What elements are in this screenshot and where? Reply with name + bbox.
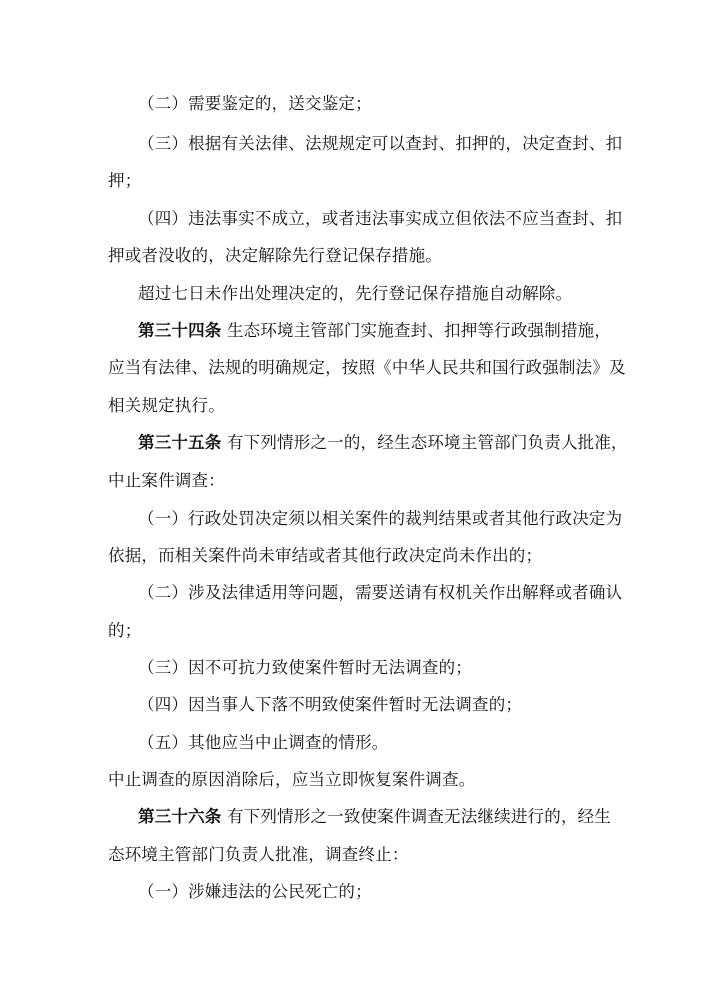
article-36-heading: 第三十六条 [138,807,222,826]
article-36-first-line [138,806,611,828]
article-34-heading: 第三十四条 [138,321,222,340]
paragraph-line: 应当有法律、法规的明确规定，按照《中华人民共和国行政强制法》及 [108,358,626,377]
paragraph-line: 依据，而相关案件尚未审结或者其他行政决定尚未作出的； [108,546,543,565]
paragraph-line: 中止案件调查： [108,471,225,490]
article-35-text: 有下列情形之一的，经生态环境主管部门负责人批准， [221,433,628,452]
article-34-text: 生态环境主管部门实施查封、扣押等行政强制措施， [221,321,612,340]
paragraph-line: （三）根据有关法律、法规规定可以查封、扣押的，决定查封、扣 [138,134,623,153]
paragraph-line: 押或者没收的，决定解除先行登记保存措施。 [108,246,442,265]
paragraph-line: （二）涉及法律适用等问题，需要送请有权机关作出解释或者确认 [138,583,623,602]
article-35-first-line [138,432,628,454]
paragraph-line: （四）违法事实不成立，或者违法事实成立但依法不应当查封、扣 [138,209,623,228]
paragraph-line: （四）因当事人下落不明致使案件暂时无法调查的； [138,695,523,714]
paragraph-line: （五）其他应当中止调查的情形。 [138,733,389,752]
paragraph-line: 超过七日未作出处理决定的，先行登记保存措施自动解除。 [138,284,573,303]
article-36-text: 有下列情形之一致使案件调查无法继续进行的，经生 [221,807,612,826]
paragraph-line: 相关规定执行。 [108,396,225,415]
paragraph-line: （一）行政处罚决定须以相关案件的裁判结果或者其他行政决定为 [138,509,623,528]
paragraph-line: 押； [108,171,142,190]
paragraph-line: 态环境主管部门负责人批准，调查终止： [108,845,409,864]
article-35-heading: 第三十五条 [138,433,222,452]
article-34-first-line [138,320,611,342]
paragraph-line: （一）涉嫌违法的公民死亡的； [138,882,372,901]
paragraph-line: （二）需要鉴定的，送交鉴定； [138,94,372,113]
paragraph-line: （三）因不可抗力致使案件暂时无法调查的； [138,658,472,677]
paragraph-line: 的； [108,621,142,640]
paragraph-line: 中止调查的原因消除后，应当立即恢复案件调查。 [108,770,476,789]
